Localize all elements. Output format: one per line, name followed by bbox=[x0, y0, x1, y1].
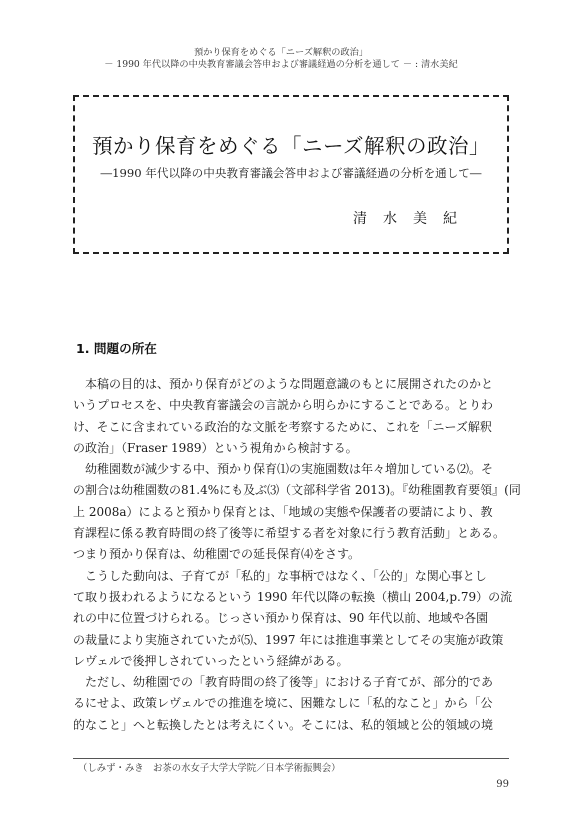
article-subtitle: ―1990 年代以降の中央教育審議会答申および審議経過の分析を通して― bbox=[100, 166, 482, 180]
body-line: いうプロセスを、中央教育審議会の言説から明らかにすることである。とりわ bbox=[73, 398, 494, 413]
body-line: つまり預かり保育は、幼稚園での延長保育⑷をさす。 bbox=[73, 547, 361, 562]
running-head bbox=[61, 47, 501, 71]
body-line: 上 2008a）によると預かり保育とは、「地域の実態や保護者の要請により、教 bbox=[73, 504, 493, 519]
running-head-subtitle: － 1990 年代以降の中央教育審議会答申および審議経過の分析を通して － : 清水美紀 bbox=[104, 59, 458, 70]
body-line: レヴェルで後押しされていったという経緯がある。 bbox=[73, 653, 349, 668]
running-head-title: 預かり保育をめぐる「ニーズ解釈の政治」 bbox=[193, 47, 369, 58]
body-line: て取り扱われるようになるという 1990 年代以降の転換（横山 2004,p.79）の流 bbox=[73, 589, 513, 604]
section-heading: 1. 問題の所在 bbox=[76, 341, 157, 356]
author-affiliation-footnote: （しみず・みき お茶の水女子大学大学院／日本学術振興会） bbox=[78, 763, 341, 774]
article-title: 預かり保育をめぐる「ニーズ解釈の政治」 bbox=[92, 134, 490, 158]
body-line: の割合は幼稚園数の81.4%にも及ぶ⑶（文部科学省 2013)。『幼稚園教育要領』(同 bbox=[73, 483, 521, 498]
title-box bbox=[73, 95, 509, 254]
body-line: け、そこに含まれている政治的な文脈を考察するために、これを「ニーズ解釈 bbox=[73, 419, 492, 434]
body-line: るにせよ、政策レヴェルでの推進を境に、困難なしに「私的なこと」から「公 bbox=[73, 696, 493, 711]
body-text bbox=[73, 374, 521, 736]
body-line: ただし、幼稚園での「教育時間の終了後等」における子育てが、部分的であ bbox=[73, 675, 494, 690]
body-line: 育課程に係る教育時間の終了後等に希望する者を対象に行う教育活動」とある。 bbox=[73, 526, 506, 541]
author-name: 清水美紀 bbox=[353, 211, 473, 227]
body-line: の裁量により実施されていたが⑸、1997 年には推進事業としてその実施が政策 bbox=[73, 632, 504, 647]
body-line: れの中に位置づけられる。じっさい預かり保育は、90 年代以前、地域や各園 bbox=[73, 611, 489, 626]
body-line: 幼稚園数が減少する中、預かり保育⑴の実施園数は年々増加している⑵。そ bbox=[73, 462, 494, 477]
body-line: こうした動向は、子育てが「私的」な事柄ではなく、「公的」な関心事とし bbox=[73, 568, 487, 583]
body-line: 的なこと」へと転換したとは考えにくい。そこには、私的領域と公的領域の境 bbox=[73, 717, 494, 732]
body-line: 本稿の目的は、預かり保育がどのような問題意識のもとに展開されたのかと bbox=[73, 377, 494, 391]
page-number: 99 bbox=[496, 779, 509, 790]
footnote-divider bbox=[73, 758, 509, 759]
body-line: の政治」（Fraser 1989）という視角から検討する。 bbox=[73, 440, 358, 455]
